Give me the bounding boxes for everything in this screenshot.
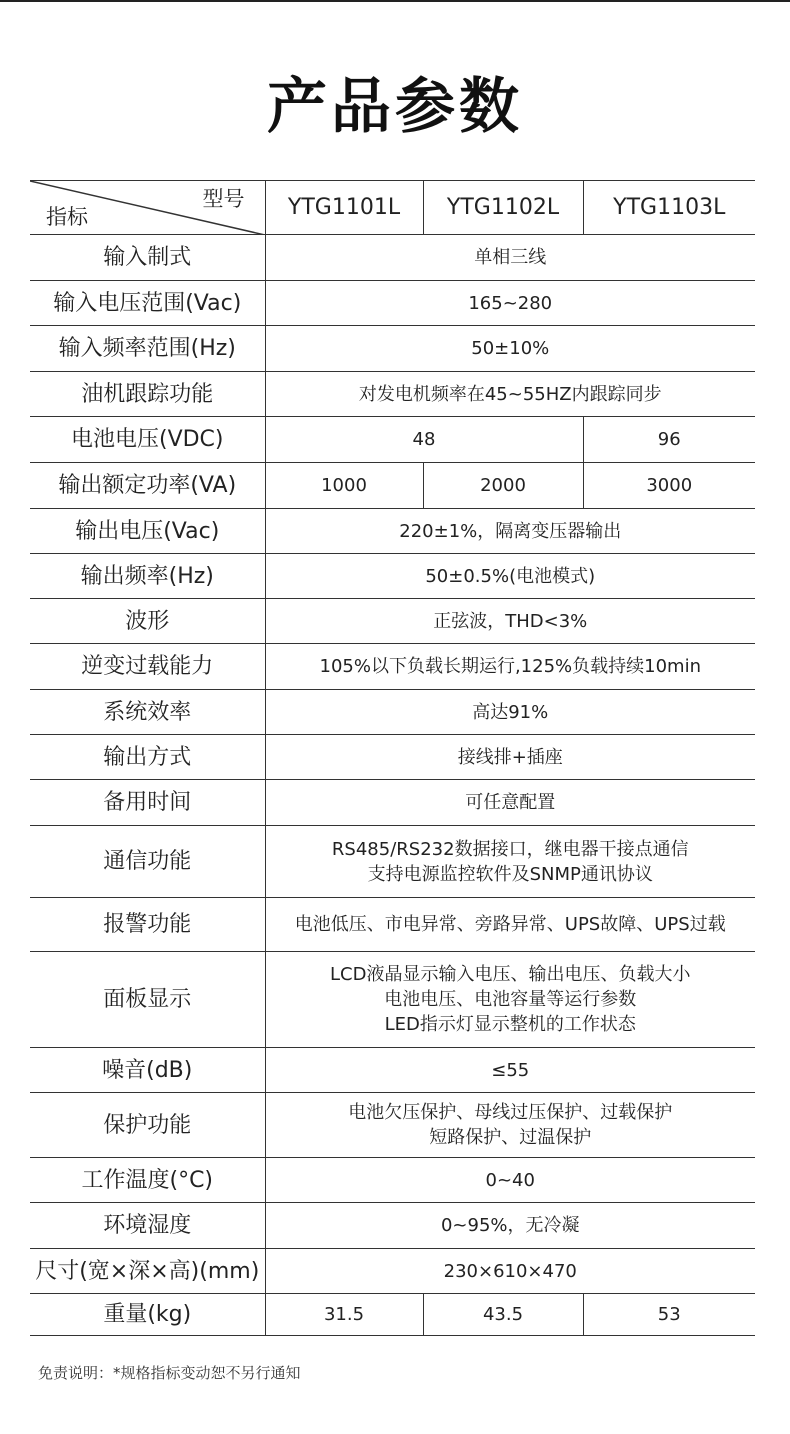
table-row bbox=[30, 1158, 755, 1203]
row-label: 保护功能 bbox=[30, 1093, 265, 1158]
value-line: LED指示灯显示整机的工作状态 bbox=[384, 1014, 636, 1035]
table-row bbox=[30, 952, 755, 1048]
row-label: 系统效率 bbox=[30, 690, 265, 735]
row-value-3: 3000 bbox=[583, 463, 755, 509]
row-value: 可任意配置 bbox=[265, 780, 755, 826]
value-line: 支持电源监控软件及SNMP通讯协议 bbox=[367, 863, 653, 885]
table-row bbox=[30, 826, 755, 898]
row-value: 105%以下负载长期运行,125%负载持续10min bbox=[265, 644, 755, 690]
model-header-3: YTG1103L bbox=[583, 181, 755, 235]
row-value bbox=[265, 1093, 755, 1158]
table-row bbox=[30, 1294, 755, 1336]
row-label: 输出额定功率(VA) bbox=[30, 463, 265, 509]
row-value: ≤55 bbox=[265, 1048, 755, 1093]
table-row bbox=[30, 644, 755, 690]
model-header-1: YTG1101L bbox=[265, 181, 423, 235]
row-value: 50±10% bbox=[265, 326, 755, 372]
value-line: 电池电压、电池容量等运行参数 bbox=[384, 989, 637, 1010]
table-row bbox=[30, 463, 755, 509]
value-line: 电池欠压保护、母线过压保护、过载保护 bbox=[348, 1102, 673, 1123]
row-value-3: 53 bbox=[583, 1294, 755, 1336]
value-line: RS485/RS232数据接口，继电器干接点通信 bbox=[331, 838, 689, 860]
table-row bbox=[30, 1048, 755, 1093]
model-header-2: YTG1102L bbox=[423, 181, 583, 235]
row-label: 电池电压(VDC) bbox=[30, 417, 265, 463]
row-label: 油机跟踪功能 bbox=[30, 372, 265, 417]
row-value: 接线排+插座 bbox=[265, 735, 755, 780]
row-value: 对发电机频率在45~55HZ内跟踪同步 bbox=[265, 372, 755, 417]
row-value: 0~40 bbox=[265, 1158, 755, 1203]
corner-model-label: 型号 bbox=[202, 187, 245, 211]
top-border bbox=[0, 0, 790, 2]
row-value bbox=[265, 826, 755, 898]
value-line: LCD液晶显示输入电压、输出电压、负载大小 bbox=[330, 964, 691, 985]
disclaimer-note: 免责说明：*规格指标变动恕不另行通知 bbox=[38, 1364, 301, 1382]
row-value: 220±1%，隔离变压器输出 bbox=[265, 509, 755, 554]
value-line: 短路保护、过温保护 bbox=[429, 1127, 592, 1148]
row-label: 备用时间 bbox=[30, 780, 265, 826]
corner-index-label: 指标 bbox=[46, 205, 88, 229]
row-value: 230×610×470 bbox=[265, 1249, 755, 1294]
table-row bbox=[30, 235, 755, 281]
row-label: 输入频率范围(Hz) bbox=[30, 326, 265, 372]
table-row bbox=[30, 1249, 755, 1294]
row-label: 环境湿度 bbox=[30, 1203, 265, 1249]
row-value-1: 1000 bbox=[265, 463, 423, 509]
row-label: 逆变过载能力 bbox=[30, 644, 265, 690]
row-label: 噪音(dB) bbox=[30, 1048, 265, 1093]
table-row bbox=[30, 1203, 755, 1249]
table-row bbox=[30, 509, 755, 554]
table-row bbox=[30, 417, 755, 463]
table-row bbox=[30, 326, 755, 372]
row-label: 面板显示 bbox=[30, 952, 265, 1048]
table-row bbox=[30, 898, 755, 952]
table-row bbox=[30, 735, 755, 780]
row-value-2: 43.5 bbox=[423, 1294, 583, 1336]
row-label: 输出方式 bbox=[30, 735, 265, 780]
row-value: 单相三线 bbox=[265, 235, 755, 281]
row-label: 尺寸(宽×深×高)(mm) bbox=[30, 1249, 265, 1294]
header-row bbox=[30, 181, 755, 235]
row-label: 输出电压(Vac) bbox=[30, 509, 265, 554]
header-corner-cell bbox=[30, 181, 265, 235]
table-row bbox=[30, 599, 755, 644]
row-value: 高达91% bbox=[265, 690, 755, 735]
row-value-2: 2000 bbox=[423, 463, 583, 509]
table-row bbox=[30, 1093, 755, 1158]
table-row bbox=[30, 281, 755, 326]
row-value: 0~95%，无冷凝 bbox=[265, 1203, 755, 1249]
row-label: 通信功能 bbox=[30, 826, 265, 898]
row-value: 50±0.5%(电池模式) bbox=[265, 554, 755, 599]
row-label: 输出频率(Hz) bbox=[30, 554, 265, 599]
row-label: 波形 bbox=[30, 599, 265, 644]
page-title: 产品参数 bbox=[267, 72, 523, 142]
table-row bbox=[30, 690, 755, 735]
row-label: 报警功能 bbox=[30, 898, 265, 952]
row-label: 重量(kg) bbox=[30, 1294, 265, 1336]
row-value: 165~280 bbox=[265, 281, 755, 326]
row-label: 输入制式 bbox=[30, 235, 265, 281]
row-value bbox=[265, 952, 755, 1048]
spec-table bbox=[30, 180, 755, 1336]
row-value: 正弦波，THD<3% bbox=[265, 599, 755, 644]
row-value-1-2: 48 bbox=[265, 417, 583, 463]
row-label: 工作温度(°C) bbox=[30, 1158, 265, 1203]
row-value-1: 31.5 bbox=[265, 1294, 423, 1336]
row-value-3: 96 bbox=[583, 417, 755, 463]
table-row bbox=[30, 780, 755, 826]
row-value: 电池低压、市电异常、旁路异常、UPS故障、UPS过载 bbox=[265, 898, 755, 952]
table-row bbox=[30, 554, 755, 599]
table-row bbox=[30, 372, 755, 417]
row-label: 输入电压范围(Vac) bbox=[30, 281, 265, 326]
